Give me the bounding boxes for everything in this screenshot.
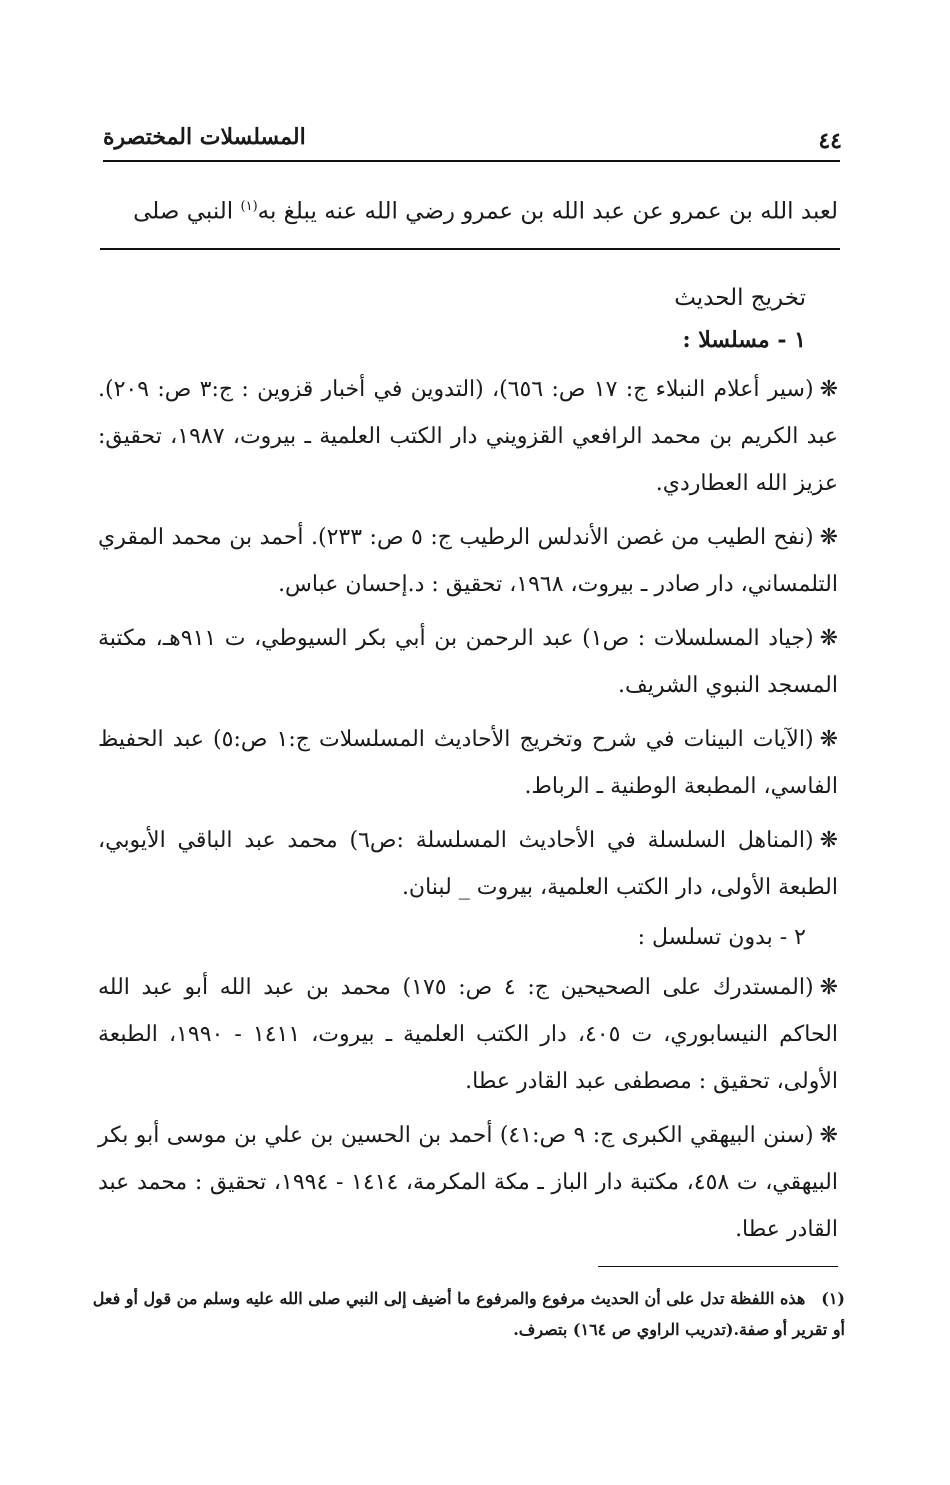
reference-entry [98,1112,838,1253]
part1-heading: ١ - مسلسلا : [682,327,806,353]
reference-text: (الآيات البينات في شرح وتخريج الأحاديث المسلسلات ج:١ ص:٥) عبد الحفيظ الفاسي، المطبعة الوطنية ـ الرباط. [98,727,838,799]
bullet-star-icon: ❋ [819,626,839,651]
header-divider [103,160,840,162]
page-number: ٤٤ [818,128,842,154]
reference-entry [98,716,838,810]
bullet-star-icon: ❋ [819,525,839,550]
running-title: المسلسلات المختصرة [103,124,306,150]
opening-text-end: النبي صلى [133,198,241,225]
reference-entry [98,514,838,608]
bullet-star-icon: ❋ [819,377,839,402]
bullet-star-icon: ❋ [819,1123,838,1148]
reference-text: (سير أعلام النبلاء ج: ١٧ ص: ٦٥٦)، (التدوين في أخبار قزوين : ج:٣ ص: ٢٠٩). عبد الكريم بن محمد الرافعي القزويني دار الكتب العلمية ـ بيروت، ١٩٨٧، تحقيق: عزيز الله العطاردي. [98,377,838,496]
reference-text: (المناهل السلسلة في الأحاديث المسلسلة :ص٦) محمد عبد الباقي الأيوبي، الطبعة الأولى، دار الكتب العلمية، بيروت _ لبنان. [98,828,838,900]
bullet-star-icon: ❋ [819,975,839,1000]
footnote-reference: (١) [240,199,258,214]
reference-text: (جياد المسلسلات : ص١) عبد الرحمن بن أبي بكر السيوطي، ت ٩١١هـ، مكتبة المسجد النبوي الشريف. [98,626,838,698]
bullet-star-icon: ❋ [819,727,838,752]
reference-text: (سنن البيهقي الكبرى ج: ٩ ص:٤١) أحمد بن الحسين بن علي بن موسى أبو بكر البيهقي، ت ٤٥٨، مكتبة دار الباز ـ مكة المكرمة، ١٤١٤ - ١٩٩٤، تحقيق : محمد عبد القادر عطا. [98,1123,839,1242]
bullet-star-icon: ❋ [819,828,838,853]
takhrij-section [98,278,838,1260]
reference-text: (نفح الطيب من غصن الأندلس الرطيب ج: ٥ ص: ٢٣٣). أحمد بن محمد المقري التلمساني، دار صادر ـ بيروت، ١٩٦٨، تحقيق : د.إحسان عباس. [98,525,838,597]
opening-divider [100,248,840,250]
section-heading: تخريج الحديث [674,285,806,311]
part2-heading: ٢ - بدون تسلسل : [637,925,806,950]
footnote-marker: (١) [821,1289,845,1308]
reference-entry [98,817,838,911]
reference-text: (المستدرك على الصحيحين ج: ٤ ص: ١٧٥) محمد بن عبد الله أبو عبد الله الحاكم النيسابوري، ت ٤٠٥، دار الكتب العلمية ـ بيروت، ١٤١١ - ١٩٩٠، الطبعة الأولى، تحقيق : مصطفى عبد القادر عطا. [98,975,838,1094]
footnote [92,1283,845,1345]
opening-line [98,188,838,231]
reference-entry [98,615,838,709]
reference-entry [98,964,838,1105]
reference-entry [98,366,838,507]
opening-text: لعبد الله بن عمرو عن عبد الله بن عمرو رضي الله عنه يبلغ به [257,198,838,225]
footnote-divider [598,1266,838,1267]
footnote-text: هذه اللفظة تدل على أن الحديث مرفوع والمرفوع ما أضيف إلى النبي صلى الله عليه وسلم من قول أو فعل أو تقرير أو صفة.(تدريب الراوي ص ١٦٤) بتصرف. [92,1289,845,1339]
